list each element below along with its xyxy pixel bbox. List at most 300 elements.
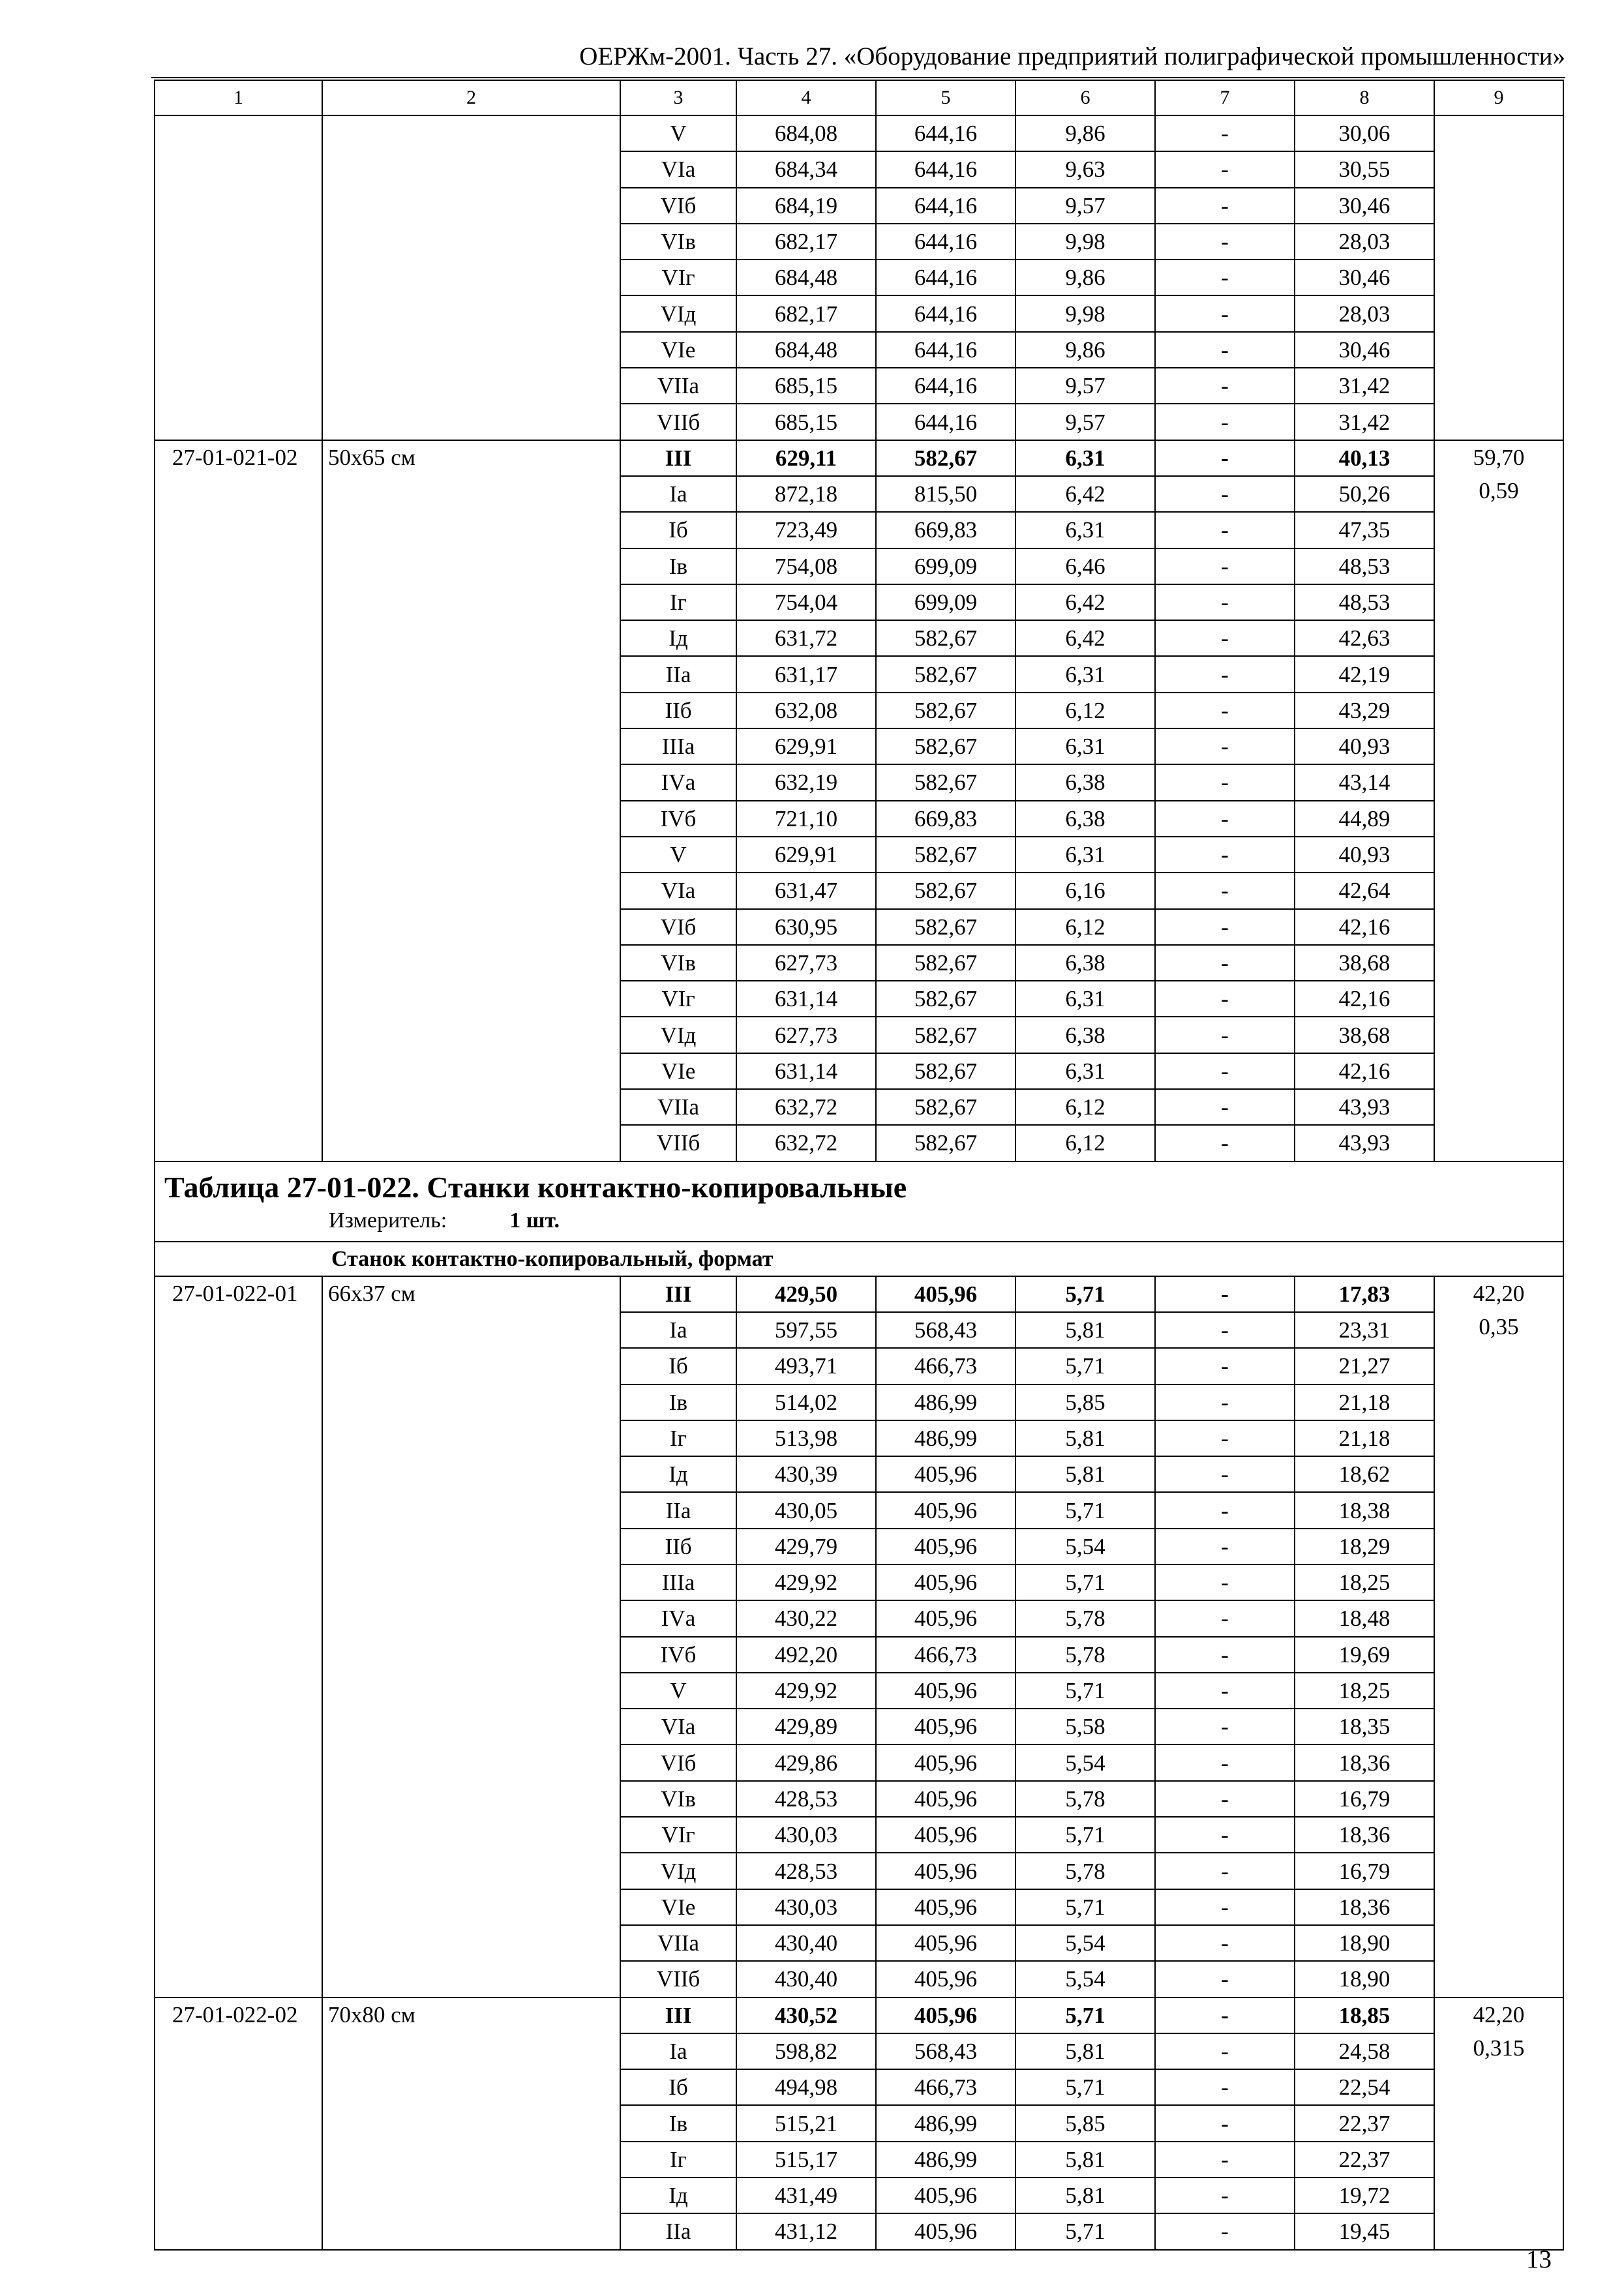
rate-code xyxy=(155,115,322,440)
wages-cell: 582,67 xyxy=(876,1053,1015,1089)
wages-cell: 568,43 xyxy=(876,1312,1015,1348)
machine-cost-cell: 5,58 xyxy=(1015,1709,1155,1744)
class-cell: IVб xyxy=(620,801,736,837)
total-cost-cell: 629,91 xyxy=(736,837,876,873)
machinist-wages-cell: - xyxy=(1155,1384,1295,1420)
measure-unit-label: Измеритель: xyxy=(329,1208,447,1233)
materials-cell: 42,63 xyxy=(1295,620,1434,656)
machinist-wages-cell: - xyxy=(1155,404,1295,440)
wages-cell: 405,96 xyxy=(876,2213,1015,2249)
machine-cost-cell: 6,42 xyxy=(1015,584,1155,620)
machinist-wages-cell: - xyxy=(1155,693,1295,728)
wages-cell: 582,67 xyxy=(876,837,1015,873)
materials-cell: 50,26 xyxy=(1295,476,1434,512)
column-number: 3 xyxy=(620,80,736,115)
wages-cell: 405,96 xyxy=(876,1997,1015,2033)
materials-cell: 18,90 xyxy=(1295,1925,1434,1961)
materials-cell: 40,93 xyxy=(1295,728,1434,764)
total-cost-cell: 684,48 xyxy=(736,332,876,368)
materials-cell: 38,68 xyxy=(1295,1017,1434,1053)
total-cost-cell: 428,53 xyxy=(736,1781,876,1817)
class-cell: VIб xyxy=(620,1744,736,1780)
class-cell: Iа xyxy=(620,1312,736,1348)
labor-cell xyxy=(1434,440,1563,1161)
machinist-wages-cell: - xyxy=(1155,656,1295,692)
class-cell: IIб xyxy=(620,1529,736,1564)
machinist-wages-cell: - xyxy=(1155,188,1295,224)
class-cell: Iд xyxy=(620,620,736,656)
subheader-row xyxy=(155,1242,1563,1276)
class-cell: VIд xyxy=(620,295,736,331)
class-cell: VIв xyxy=(620,224,736,260)
wages-cell: 644,16 xyxy=(876,115,1015,151)
total-cost-cell: 598,82 xyxy=(736,2033,876,2069)
column-number: 7 xyxy=(1155,80,1295,115)
column-number: 6 xyxy=(1015,80,1155,115)
total-cost-cell: 754,08 xyxy=(736,548,876,584)
equipment-format: 70x80 см xyxy=(322,1997,620,2250)
machine-cost-cell: 9,57 xyxy=(1015,368,1155,404)
materials-cell: 30,55 xyxy=(1295,151,1434,187)
total-cost-cell: 430,22 xyxy=(736,1600,876,1636)
machinist-wages-cell: - xyxy=(1155,801,1295,837)
total-cost-cell: 630,95 xyxy=(736,909,876,945)
total-cost-cell: 429,92 xyxy=(736,1673,876,1709)
table-row xyxy=(155,1276,1563,1312)
total-cost-cell: 430,39 xyxy=(736,1456,876,1492)
materials-cell: 21,27 xyxy=(1295,1348,1434,1384)
class-cell: VIа xyxy=(620,151,736,187)
total-cost-cell: 684,19 xyxy=(736,188,876,224)
total-cost-cell: 429,92 xyxy=(736,1564,876,1600)
machine-cost-cell: 6,31 xyxy=(1015,728,1155,764)
rate-code: 27-01-022-02 xyxy=(155,1997,322,2250)
wages-cell: 466,73 xyxy=(876,1637,1015,1673)
class-cell: IIIа xyxy=(620,1564,736,1600)
machine-cost-cell: 5,71 xyxy=(1015,2069,1155,2105)
machine-cost-cell: 6,12 xyxy=(1015,1125,1155,1161)
class-cell: VIг xyxy=(620,981,736,1017)
machinist-wages-cell: - xyxy=(1155,1017,1295,1053)
table-row xyxy=(155,1997,1563,2033)
materials-cell: 47,35 xyxy=(1295,512,1434,548)
machinist-wages-cell: - xyxy=(1155,620,1295,656)
labor-hours: 59,70 xyxy=(1473,444,1525,470)
wages-cell: 405,96 xyxy=(876,1781,1015,1817)
machine-cost-cell: 5,71 xyxy=(1015,1564,1155,1600)
wages-cell: 582,67 xyxy=(876,656,1015,692)
machine-cost-cell: 5,78 xyxy=(1015,1637,1155,1673)
class-cell: IVа xyxy=(620,1600,736,1636)
total-cost-cell: 428,53 xyxy=(736,1853,876,1889)
total-cost-cell: 627,73 xyxy=(736,1017,876,1053)
column-number: 8 xyxy=(1295,80,1434,115)
machine-cost-cell: 5,81 xyxy=(1015,1420,1155,1456)
machine-cost-cell: 9,63 xyxy=(1015,151,1155,187)
class-cell: Iб xyxy=(620,1348,736,1384)
machine-cost-cell: 5,71 xyxy=(1015,1997,1155,2033)
materials-cell: 23,31 xyxy=(1295,1312,1434,1348)
machine-cost-cell: 6,31 xyxy=(1015,837,1155,873)
machinist-wages-cell: - xyxy=(1155,332,1295,368)
materials-cell: 16,79 xyxy=(1295,1781,1434,1817)
machine-cost-cell: 9,86 xyxy=(1015,260,1155,295)
machine-cost-cell: 5,78 xyxy=(1015,1853,1155,1889)
materials-cell: 18,48 xyxy=(1295,1600,1434,1636)
machinist-wages-cell: - xyxy=(1155,1600,1295,1636)
wages-cell: 644,16 xyxy=(876,151,1015,187)
wages-cell: 405,96 xyxy=(876,1564,1015,1600)
total-cost-cell: 431,49 xyxy=(736,2177,876,2213)
total-cost-cell: 685,15 xyxy=(736,404,876,440)
class-cell: III xyxy=(620,1997,736,2033)
wages-cell: 669,83 xyxy=(876,512,1015,548)
total-cost-cell: 631,17 xyxy=(736,656,876,692)
machinist-wages-cell: - xyxy=(1155,1997,1295,2033)
total-cost-cell: 430,03 xyxy=(736,1817,876,1853)
wages-cell: 582,67 xyxy=(876,693,1015,728)
wages-cell: 582,67 xyxy=(876,1017,1015,1053)
class-cell: VIб xyxy=(620,909,736,945)
wages-cell: 644,16 xyxy=(876,295,1015,331)
machine-cost-cell: 6,38 xyxy=(1015,1017,1155,1053)
machinist-wages-cell: - xyxy=(1155,1053,1295,1089)
materials-cell: 38,68 xyxy=(1295,945,1434,981)
class-cell: III xyxy=(620,440,736,476)
labor-hours: 42,20 xyxy=(1473,2001,1525,2027)
labor-rank: 0,59 xyxy=(1479,477,1519,503)
wages-cell: 644,16 xyxy=(876,260,1015,295)
wages-cell: 582,67 xyxy=(876,728,1015,764)
machine-cost-cell: 9,98 xyxy=(1015,224,1155,260)
total-cost-cell: 515,17 xyxy=(736,2142,876,2177)
table-row xyxy=(155,115,1563,151)
class-cell: IVа xyxy=(620,764,736,800)
wages-cell: 582,67 xyxy=(876,873,1015,908)
machine-cost-cell: 6,12 xyxy=(1015,909,1155,945)
wages-cell: 582,67 xyxy=(876,764,1015,800)
total-cost-cell: 515,21 xyxy=(736,2105,876,2141)
total-cost-cell: 514,02 xyxy=(736,1384,876,1420)
class-cell: VIIб xyxy=(620,1961,736,1997)
table-title-row xyxy=(155,1161,1563,1242)
total-cost-cell: 430,03 xyxy=(736,1889,876,1925)
machinist-wages-cell: - xyxy=(1155,1492,1295,1528)
total-cost-cell: 629,91 xyxy=(736,728,876,764)
rate-code: 27-01-022-01 xyxy=(155,1276,322,1997)
wages-cell: 405,96 xyxy=(876,1817,1015,1853)
machinist-wages-cell: - xyxy=(1155,981,1295,1017)
machinist-wages-cell: - xyxy=(1155,1564,1295,1600)
wages-cell: 405,96 xyxy=(876,1709,1015,1744)
equipment-format: 50x65 см xyxy=(322,440,620,1161)
total-cost-cell: 684,08 xyxy=(736,115,876,151)
materials-cell: 40,93 xyxy=(1295,837,1434,873)
wages-cell: 405,96 xyxy=(876,1925,1015,1961)
rate-code: 27-01-021-02 xyxy=(155,440,322,1161)
materials-cell: 16,79 xyxy=(1295,1853,1434,1889)
subheader: Станок контактно-копировальный, формат xyxy=(155,1242,1563,1276)
machine-cost-cell: 5,54 xyxy=(1015,1529,1155,1564)
machinist-wages-cell: - xyxy=(1155,873,1295,908)
class-cell: Iб xyxy=(620,2069,736,2105)
total-cost-cell: 632,72 xyxy=(736,1089,876,1125)
labor-cell xyxy=(1434,115,1563,440)
materials-cell: 18,25 xyxy=(1295,1564,1434,1600)
class-cell: Iд xyxy=(620,2177,736,2213)
machinist-wages-cell: - xyxy=(1155,1781,1295,1817)
class-cell: IIа xyxy=(620,656,736,692)
machinist-wages-cell: - xyxy=(1155,1853,1295,1889)
class-cell: Iв xyxy=(620,1384,736,1420)
running-header: ОЕРЖм-2001. Часть 27. «Оборудование предприятий полиграфической промышленности» xyxy=(151,37,1565,78)
total-cost-cell: 430,40 xyxy=(736,1961,876,1997)
class-cell: VIд xyxy=(620,1017,736,1053)
machinist-wages-cell: - xyxy=(1155,1529,1295,1564)
wages-cell: 405,96 xyxy=(876,1673,1015,1709)
class-cell: VIе xyxy=(620,332,736,368)
wages-cell: 405,96 xyxy=(876,1529,1015,1564)
machinist-wages-cell: - xyxy=(1155,1125,1295,1161)
class-cell: V xyxy=(620,1673,736,1709)
materials-cell: 18,36 xyxy=(1295,1889,1434,1925)
wages-cell: 405,96 xyxy=(876,2177,1015,2213)
class-cell: Iд xyxy=(620,1456,736,1492)
equipment-format: 66x37 см xyxy=(322,1276,620,1997)
materials-cell: 21,18 xyxy=(1295,1384,1434,1420)
column-number: 4 xyxy=(736,80,876,115)
wages-cell: 466,73 xyxy=(876,1348,1015,1384)
class-cell: Iв xyxy=(620,548,736,584)
class-cell: VIа xyxy=(620,873,736,908)
materials-cell: 42,16 xyxy=(1295,981,1434,1017)
machinist-wages-cell: - xyxy=(1155,2142,1295,2177)
measure-unit-value: 1 шт. xyxy=(509,1208,560,1233)
equipment-format xyxy=(322,115,620,440)
machine-cost-cell: 6,16 xyxy=(1015,873,1155,908)
machine-cost-cell: 5,85 xyxy=(1015,2105,1155,2141)
machine-cost-cell: 6,38 xyxy=(1015,764,1155,800)
materials-cell: 40,13 xyxy=(1295,440,1434,476)
class-cell: VIIа xyxy=(620,1925,736,1961)
machinist-wages-cell: - xyxy=(1155,115,1295,151)
total-cost-cell: 631,47 xyxy=(736,873,876,908)
machinist-wages-cell: - xyxy=(1155,224,1295,260)
machinist-wages-cell: - xyxy=(1155,295,1295,331)
wages-cell: 582,67 xyxy=(876,945,1015,981)
machine-cost-cell: 5,78 xyxy=(1015,1600,1155,1636)
materials-cell: 44,89 xyxy=(1295,801,1434,837)
machinist-wages-cell: - xyxy=(1155,1420,1295,1456)
machine-cost-cell: 5,71 xyxy=(1015,1276,1155,1312)
table-title: Таблица 27-01-022. Станки контактно-копировальные xyxy=(164,1170,907,1204)
class-cell: VIв xyxy=(620,945,736,981)
materials-cell: 22,54 xyxy=(1295,2069,1434,2105)
materials-cell: 22,37 xyxy=(1295,2105,1434,2141)
machine-cost-cell: 6,42 xyxy=(1015,476,1155,512)
column-number: 9 xyxy=(1434,80,1563,115)
total-cost-cell: 872,18 xyxy=(736,476,876,512)
wages-cell: 466,73 xyxy=(876,2069,1015,2105)
labor-rank: 0,35 xyxy=(1479,1313,1519,1339)
machinist-wages-cell: - xyxy=(1155,1348,1295,1384)
labor-cell xyxy=(1434,1997,1563,2250)
wages-cell: 405,96 xyxy=(876,1276,1015,1312)
machine-cost-cell: 9,57 xyxy=(1015,188,1155,224)
materials-cell: 19,69 xyxy=(1295,1637,1434,1673)
total-cost-cell: 631,14 xyxy=(736,981,876,1017)
materials-cell: 28,03 xyxy=(1295,295,1434,331)
machinist-wages-cell: - xyxy=(1155,1961,1295,1997)
machine-cost-cell: 6,12 xyxy=(1015,693,1155,728)
machine-cost-cell: 9,86 xyxy=(1015,332,1155,368)
class-cell: VIIб xyxy=(620,404,736,440)
materials-cell: 24,58 xyxy=(1295,2033,1434,2069)
wages-cell: 405,96 xyxy=(876,1744,1015,1780)
materials-cell: 21,18 xyxy=(1295,1420,1434,1456)
machinist-wages-cell: - xyxy=(1155,1089,1295,1125)
machinist-wages-cell: - xyxy=(1155,837,1295,873)
machine-cost-cell: 5,78 xyxy=(1015,1781,1155,1817)
materials-cell: 18,25 xyxy=(1295,1673,1434,1709)
machine-cost-cell: 5,54 xyxy=(1015,1925,1155,1961)
materials-cell: 18,35 xyxy=(1295,1709,1434,1744)
class-cell: Iа xyxy=(620,476,736,512)
materials-cell: 19,45 xyxy=(1295,2213,1434,2249)
machine-cost-cell: 5,81 xyxy=(1015,1312,1155,1348)
materials-cell: 31,42 xyxy=(1295,404,1434,440)
machinist-wages-cell: - xyxy=(1155,2213,1295,2249)
machinist-wages-cell: - xyxy=(1155,764,1295,800)
total-cost-cell: 629,11 xyxy=(736,440,876,476)
materials-cell: 30,46 xyxy=(1295,332,1434,368)
machine-cost-cell: 5,81 xyxy=(1015,2033,1155,2069)
machine-cost-cell: 5,81 xyxy=(1015,1456,1155,1492)
total-cost-cell: 429,86 xyxy=(736,1744,876,1780)
machinist-wages-cell: - xyxy=(1155,512,1295,548)
rates-table xyxy=(154,80,1564,2251)
machinist-wages-cell: - xyxy=(1155,1312,1295,1348)
total-cost-cell: 682,17 xyxy=(736,224,876,260)
wages-cell: 582,67 xyxy=(876,909,1015,945)
class-cell: VIе xyxy=(620,1053,736,1089)
column-number-row xyxy=(155,80,1563,115)
machine-cost-cell: 5,54 xyxy=(1015,1961,1155,1997)
class-cell: VIд xyxy=(620,1853,736,1889)
machine-cost-cell: 6,31 xyxy=(1015,440,1155,476)
wages-cell: 405,96 xyxy=(876,1961,1015,1997)
total-cost-cell: 429,89 xyxy=(736,1709,876,1744)
wages-cell: 644,16 xyxy=(876,224,1015,260)
class-cell: Iа xyxy=(620,2033,736,2069)
total-cost-cell: 493,71 xyxy=(736,1348,876,1384)
machinist-wages-cell: - xyxy=(1155,945,1295,981)
class-cell: VIб xyxy=(620,188,736,224)
machine-cost-cell: 9,86 xyxy=(1015,115,1155,151)
materials-cell: 30,46 xyxy=(1295,188,1434,224)
materials-cell: 19,72 xyxy=(1295,2177,1434,2213)
wages-cell: 815,50 xyxy=(876,476,1015,512)
machine-cost-cell: 5,81 xyxy=(1015,2142,1155,2177)
wages-cell: 582,67 xyxy=(876,440,1015,476)
wages-cell: 405,96 xyxy=(876,1853,1015,1889)
machine-cost-cell: 5,71 xyxy=(1015,1673,1155,1709)
labor-rank: 0,315 xyxy=(1473,2035,1525,2061)
materials-cell: 18,36 xyxy=(1295,1817,1434,1853)
machinist-wages-cell: - xyxy=(1155,368,1295,404)
wages-cell: 644,16 xyxy=(876,188,1015,224)
materials-cell: 18,29 xyxy=(1295,1529,1434,1564)
wages-cell: 644,16 xyxy=(876,332,1015,368)
class-cell: VIг xyxy=(620,1817,736,1853)
machine-cost-cell: 5,71 xyxy=(1015,1492,1155,1528)
total-cost-cell: 627,73 xyxy=(736,945,876,981)
machine-cost-cell: 9,57 xyxy=(1015,404,1155,440)
class-cell: IIIа xyxy=(620,728,736,764)
machinist-wages-cell: - xyxy=(1155,728,1295,764)
wages-cell: 582,67 xyxy=(876,981,1015,1017)
class-cell: V xyxy=(620,837,736,873)
total-cost-cell: 430,40 xyxy=(736,1925,876,1961)
machinist-wages-cell: - xyxy=(1155,440,1295,476)
machinist-wages-cell: - xyxy=(1155,1637,1295,1673)
total-cost-cell: 631,72 xyxy=(736,620,876,656)
machinist-wages-cell: - xyxy=(1155,1709,1295,1744)
total-cost-cell: 684,34 xyxy=(736,151,876,187)
total-cost-cell: 721,10 xyxy=(736,801,876,837)
machinist-wages-cell: - xyxy=(1155,909,1295,945)
class-cell: Iб xyxy=(620,512,736,548)
machine-cost-cell: 6,12 xyxy=(1015,1089,1155,1125)
machinist-wages-cell: - xyxy=(1155,584,1295,620)
materials-cell: 42,16 xyxy=(1295,1053,1434,1089)
class-cell: V xyxy=(620,115,736,151)
labor-cell xyxy=(1434,1276,1563,1997)
machinist-wages-cell: - xyxy=(1155,2105,1295,2141)
class-cell: VIа xyxy=(620,1709,736,1744)
wages-cell: 568,43 xyxy=(876,2033,1015,2069)
total-cost-cell: 430,05 xyxy=(736,1492,876,1528)
total-cost-cell: 632,08 xyxy=(736,693,876,728)
machine-cost-cell: 6,31 xyxy=(1015,1053,1155,1089)
machinist-wages-cell: - xyxy=(1155,476,1295,512)
column-number: 1 xyxy=(155,80,322,115)
materials-cell: 30,06 xyxy=(1295,115,1434,151)
machinist-wages-cell: - xyxy=(1155,1673,1295,1709)
materials-cell: 18,90 xyxy=(1295,1961,1434,1997)
machine-cost-cell: 6,31 xyxy=(1015,512,1155,548)
wages-cell: 405,96 xyxy=(876,1600,1015,1636)
table-title-cell xyxy=(155,1161,1563,1242)
machine-cost-cell: 5,81 xyxy=(1015,2177,1155,2213)
materials-cell: 43,93 xyxy=(1295,1089,1434,1125)
machine-cost-cell: 6,38 xyxy=(1015,945,1155,981)
class-cell: VIIа xyxy=(620,368,736,404)
class-cell: Iв xyxy=(620,2105,736,2141)
wages-cell: 405,96 xyxy=(876,1456,1015,1492)
class-cell: IIа xyxy=(620,2213,736,2249)
materials-cell: 18,36 xyxy=(1295,1744,1434,1780)
class-cell: IIа xyxy=(620,1492,736,1528)
machine-cost-cell: 6,46 xyxy=(1015,548,1155,584)
materials-cell: 42,19 xyxy=(1295,656,1434,692)
machinist-wages-cell: - xyxy=(1155,1817,1295,1853)
machine-cost-cell: 5,71 xyxy=(1015,1348,1155,1384)
wages-cell: 582,67 xyxy=(876,1125,1015,1161)
total-cost-cell: 685,15 xyxy=(736,368,876,404)
machinist-wages-cell: - xyxy=(1155,2177,1295,2213)
materials-cell: 48,53 xyxy=(1295,584,1434,620)
